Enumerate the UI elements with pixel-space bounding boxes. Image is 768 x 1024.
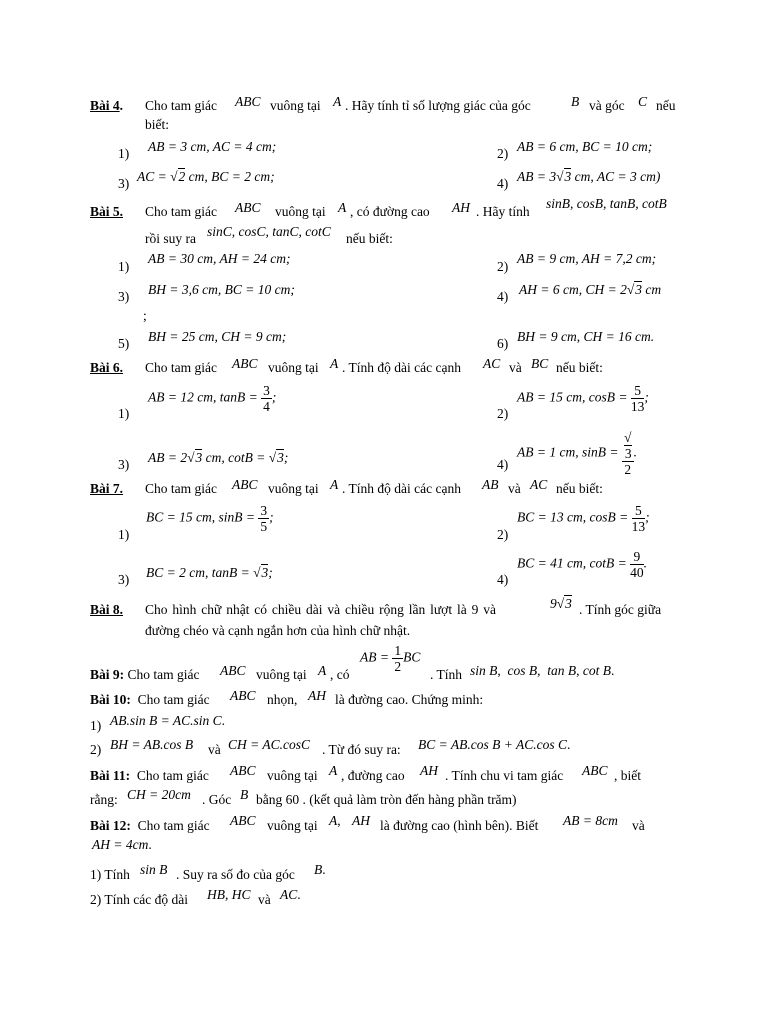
b12-expr1: AB = 8cm xyxy=(563,813,618,828)
b5-item3-num: 3) xyxy=(118,289,130,304)
b12-q2-and: và xyxy=(258,892,271,907)
b6-text3: . Tính độ dài các cạnh xyxy=(342,360,461,375)
b5-text6: nếu biết: xyxy=(346,231,393,246)
b8-text1: Cho hình chữ nhật có chiều dài và chiều rộng lần lượt là 9 và xyxy=(145,602,496,617)
b9-text2: vuông tại xyxy=(256,667,307,682)
b6-item1-num: 1) xyxy=(118,406,130,421)
b10-label: Bài 10: xyxy=(90,692,131,707)
b11-a: A xyxy=(329,763,338,778)
b4-bvar: B xyxy=(571,94,580,109)
b10-item2-expr: BH = AB.cos B xyxy=(110,737,194,752)
b9-fraction: $\frac{1}{2}$ xyxy=(394,643,402,674)
b4-text2: vuông tại xyxy=(270,98,321,113)
b10-text4: . Từ đó suy ra: xyxy=(322,742,401,757)
b9-text3: , có xyxy=(330,667,350,682)
b12-q1: 1) Tính xyxy=(90,867,130,882)
b12-q2-segments: HB, HC xyxy=(207,887,251,902)
b12-q2-ac: AC. xyxy=(280,887,301,902)
b4-item1-expr: AB = 3 cm, AC = 4 cm; xyxy=(148,139,277,154)
b5-func-b: sinB, cosB, tanB, cotB xyxy=(546,196,667,211)
b12-line1: Bài 12: Cho tam giác xyxy=(90,818,210,833)
b7-item4-num: 4) xyxy=(497,572,509,587)
b7-item1-fraction: $\frac{3}{5}$ xyxy=(260,503,268,534)
b4-line1: Bài 4. xyxy=(90,98,124,113)
b11-line1: Bài 11: Cho tam giác xyxy=(90,768,209,783)
b9-formula: AB = $\frac{1}{2}$ BC xyxy=(360,643,421,674)
b4-item4-num: 4) xyxy=(497,176,509,191)
b9-line: Bài 9: Cho tam giác xyxy=(90,667,200,682)
b12-and: và xyxy=(632,818,645,833)
b9-a: A xyxy=(318,663,327,678)
b11-text6: rằng: xyxy=(90,792,118,807)
b9-abc: ABC xyxy=(220,663,246,678)
b6-text2: vuông tại xyxy=(268,360,319,375)
b7-item4-expr: BC = 41 cm, cotB = $\frac{9}{40}$ . xyxy=(517,549,647,580)
b5-item5-expr: BH = 25 cm, CH = 9 cm; xyxy=(148,329,287,344)
b10-item1-num: 1) xyxy=(90,718,102,733)
b4-label: Bài 4 xyxy=(90,98,120,113)
b6-item3-num: 3) xyxy=(118,457,130,472)
b8-text3: đường chéo và cạnh ngắn hơn của hình chữ nhật. xyxy=(145,623,411,638)
b7-text1: Cho tam giác xyxy=(145,481,217,496)
b7-text2: vuông tại xyxy=(268,481,319,496)
b6-text5: nếu biết: xyxy=(556,360,603,375)
b4-item1-num: 1) xyxy=(118,146,130,161)
b9-label: Bài 9: xyxy=(90,667,125,682)
b7-text5: nếu biết: xyxy=(556,481,603,496)
b5-text1: Cho tam giác xyxy=(145,204,217,219)
b7-item3-expr: BC = 2 cm, tanB = √3; xyxy=(146,565,273,580)
b7-item4-fraction: $\frac{9}{40}$ xyxy=(630,549,644,580)
b7-abc: ABC xyxy=(232,477,258,492)
b6-item2-expr: AB = 15 cm, cosB = $\frac{5}{13}$ ; xyxy=(517,383,649,414)
b4-text3: . Hãy tính tỉ số lượng giác của góc xyxy=(345,98,531,113)
b6-item4-fraction: √ 3 2 xyxy=(622,430,634,477)
b12-abc: ABC xyxy=(230,813,256,828)
b11-text2: vuông tại xyxy=(267,768,318,783)
b6-text1: Cho tam giác xyxy=(145,360,217,375)
b4-text6: biết: xyxy=(145,117,169,132)
b11-abc2: ABC xyxy=(582,763,608,778)
b6-bc: BC xyxy=(531,356,549,371)
b10-and: và xyxy=(208,742,221,757)
b8-label: Bài 8. xyxy=(90,602,124,617)
b11-expr: CH = 20cm xyxy=(127,787,191,802)
b7-item2-fraction: $\frac{5}{13}$ xyxy=(631,503,646,534)
b11-label: Bài 11: xyxy=(90,768,131,783)
b5-abc: ABC xyxy=(235,200,261,215)
b5-text3: , có đường cao xyxy=(350,204,430,219)
b5-text2: vuông tại xyxy=(275,204,326,219)
b5-text4: . Hãy tính xyxy=(476,204,530,219)
b5-item2-num: 2) xyxy=(497,259,509,274)
b7-item3-num: 3) xyxy=(118,572,130,587)
b6-item4-expr: AB = 1 cm, sinB = √ 3 2 . xyxy=(517,430,637,477)
b6-item3-expr: AB = 2√3 cm, cotB = √3; xyxy=(148,450,289,465)
b12-a: A, xyxy=(329,813,341,828)
b7-item1-expr: BC = 15 cm, sinB = $\frac{3}{5}$ ; xyxy=(146,503,274,534)
b7-item1-num: 1) xyxy=(118,527,130,542)
b8-value: 9√3 xyxy=(550,596,572,611)
b7-text4: và xyxy=(508,481,521,496)
b5-ah: AH xyxy=(452,200,470,215)
b10-item2-num: 2) xyxy=(90,742,102,757)
b5-func-c: sinC, cosC, tanC, cotC xyxy=(207,224,331,239)
b11-text5: , biết xyxy=(614,768,641,783)
b6-label: Bài 6. xyxy=(90,360,124,375)
b4-a: A xyxy=(333,94,342,109)
b6-item4-num: 4) xyxy=(497,457,509,472)
b4-item2-num: 2) xyxy=(497,146,509,161)
b12-q2: 2) Tính các độ dài xyxy=(90,892,188,907)
b5-item4-num: 4) xyxy=(497,289,509,304)
b4-cvar: C xyxy=(638,94,648,109)
b6-item2-num: 2) xyxy=(497,406,509,421)
b10-text3: là đường cao. Chứng minh: xyxy=(335,692,484,707)
b4-item3-expr: AC = √2 cm, BC = 2 cm; xyxy=(137,169,275,184)
b12-q1-text: . Suy ra số đo của góc xyxy=(176,867,295,882)
b12-text3: là đường cao (hình bên). Biết xyxy=(380,818,539,833)
b4-abc: ABC xyxy=(235,94,261,109)
b5-item1-num: 1) xyxy=(118,259,130,274)
b10-line1: Bài 10: Cho tam giác xyxy=(90,692,210,707)
b11-abc: ABC xyxy=(230,763,256,778)
b6-item1-fraction: $\frac{3}{4}$ xyxy=(263,383,270,414)
b5-item3-expr: BH = 3,6 cm, BC = 10 cm; xyxy=(148,282,295,297)
b7-ac: AC xyxy=(530,477,548,492)
b11-text8: bằng 60 . (kết quả làm tròn đến hàng phần trăm) xyxy=(256,792,517,807)
b4-item2-expr: AB = 6 cm, BC = 10 cm; xyxy=(517,139,653,154)
b4-text1: Cho tam giác xyxy=(145,98,217,113)
b5-semicolon: ; xyxy=(143,308,147,323)
b12-ah: AH xyxy=(352,813,370,828)
b6-item2-fraction: $\frac{5}{13}$ xyxy=(630,383,645,414)
b10-ah: AH xyxy=(308,688,326,703)
b9-text4: . Tính xyxy=(430,667,463,682)
b7-a: A xyxy=(330,477,339,492)
b10-item2-expr2: CH = AC.cosC xyxy=(228,737,310,752)
b5-item5-num: 5) xyxy=(118,336,130,351)
b9-funcs: sin B, cos B, tan B, cot B. xyxy=(470,663,615,678)
b6-ac: AC xyxy=(483,356,501,371)
b4-text4: và góc xyxy=(589,98,625,113)
b7-ab: AB xyxy=(482,477,499,492)
b6-item1-expr: AB = 12 cm, tanB = $\frac{3}{4}$ ; xyxy=(148,383,277,414)
b4-item4-expr: AB = 3√3 cm, AC = 3 cm) xyxy=(517,169,661,184)
b5-item4-expr: AH = 6 cm, CH = 2√3 cm xyxy=(519,282,662,297)
b8-text2: . Tính góc giữa xyxy=(579,602,662,617)
b6-abc: ABC xyxy=(232,356,258,371)
b11-text3: , đường cao xyxy=(341,768,405,783)
b7-label: Bài 7. xyxy=(90,481,124,496)
b12-q1-sinb: sin B xyxy=(140,862,168,877)
b11-bvar: B xyxy=(240,787,249,802)
b4-item3-num: 3) xyxy=(118,176,130,191)
b5-item6-num: 6) xyxy=(497,336,509,351)
b12-q1-b: B. xyxy=(314,862,326,877)
b5-a: A xyxy=(338,200,347,215)
b7-text3: . Tính độ dài các cạnh xyxy=(342,481,461,496)
b5-item2-expr: AB = 9 cm, AH = 7,2 cm; xyxy=(517,251,657,266)
b5-item6-expr: BH = 9 cm, CH = 16 cm. xyxy=(517,329,655,344)
b5-item1-expr: AB = 30 cm, AH = 24 cm; xyxy=(148,251,291,266)
b12-expr2: AH = 4cm. xyxy=(92,837,152,852)
b12-text2: vuông tại xyxy=(267,818,318,833)
b7-item2-expr: BC = 13 cm, cosB = $\frac{5}{13}$ ; xyxy=(517,503,650,534)
b11-ah: AH xyxy=(420,763,438,778)
b7-item2-num: 2) xyxy=(497,527,509,542)
b10-text2: nhọn, xyxy=(267,692,298,707)
b12-label: Bài 12: xyxy=(90,818,131,833)
b10-item2-result: BC = AB.cos B + AC.cos C. xyxy=(418,737,571,752)
b5-text5: rồi suy ra xyxy=(145,231,196,246)
b10-abc: ABC xyxy=(230,688,256,703)
b11-text7: . Góc xyxy=(202,792,232,807)
b6-a: A xyxy=(330,356,339,371)
b6-text4: và xyxy=(509,360,522,375)
b10-item1-expr: AB.sin B = AC.sin C. xyxy=(110,713,225,728)
b5-label: Bài 5. xyxy=(90,204,124,219)
b4-text5: nếu xyxy=(656,98,676,113)
b11-text4: . Tính chu vi tam giác xyxy=(445,768,564,783)
